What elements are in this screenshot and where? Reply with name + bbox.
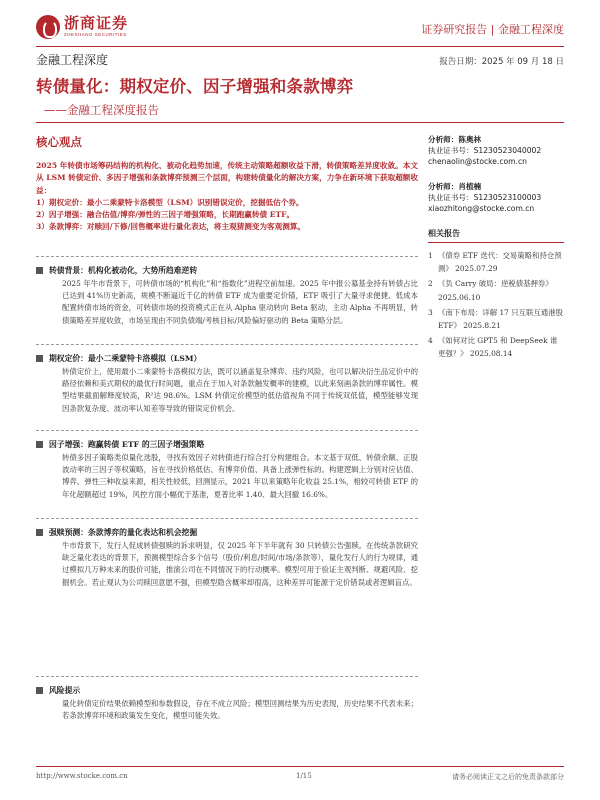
analyst-card xyxy=(428,134,564,167)
related-report-item[interactable] xyxy=(428,306,564,332)
page-number: 1/15 xyxy=(296,772,312,780)
bullet-square-icon xyxy=(36,355,43,362)
section-background xyxy=(36,264,418,327)
core-summary: 2025 年转债市场筹码结构的机构化、被动化趋势加速，传统主动策略超额收益下滑，转债策略差异度收敛。本文从 LSM 转债定价、多因子增强和条款博弈预测三个层面，构建转债量化的解决方案，力争在新环境下获取超额收益： xyxy=(36,161,418,195)
section-title: 因子增强：跑赢转债 ETF 的三因子增强策略 xyxy=(49,439,205,449)
license-label: 执业证书号： xyxy=(428,146,474,155)
analyst-label: 分析师： xyxy=(428,182,459,191)
section-divider xyxy=(36,676,418,677)
section-body: 转债多因子策略类似量化选股，寻找有效因子对转债进行综合打分构建组合。本文基于双低、转债余额、正股波动率的三因子等权策略，旨在寻找价格低估、有博弈价值、具备上涨弹性标的。构建逻辑上分别对应估值、博弈、弹性三种收益来源，相关性较低，回测显示，2021 年以来策略年化收益 25.1%，相较可转债 ETF 的年化超额超过 19%，风控方面小幅优于基准，夏普比率 1.40、最大回撤 16.6%。 xyxy=(62,453,418,499)
company-logo xyxy=(36,12,128,42)
section-divider xyxy=(36,344,418,345)
logo-icon xyxy=(36,15,60,39)
section-body: 牛市背景下，发行人促成转债强赎的诉求明显，仅 2025 年下半年就有 30 只转债公告强赎。在传统条款研究缺乏量化表达的背景下，预测模型综合多个信号（股价/利息/时间/市场/条款等），量化发行人的行为规律，通过模拟几万种未来的股价可能，推演公司在不同情况下的行动概率。模型可用于验证主观判断、规避风险、挖掘机会。若止观认为公司赎回意愿不强，但模型隐含概率却很高，这种差异可能源于定价错误或者逻辑盲点。 xyxy=(62,541,418,587)
section-title: 转债背景：机构化被动化，大势所趋难逆转 xyxy=(49,265,198,275)
related-report-text: 《如何对比 GPT5 和 DeepSeek 谁更强？》 2025.08.14 xyxy=(438,336,558,359)
related-report-number: 2 xyxy=(428,279,433,289)
license-label: 执业证书号： xyxy=(428,193,474,202)
footer-disclaimer: 请务必阅读正文之后的免责条款部分 xyxy=(452,773,564,781)
core-point: 2）因子增强：融合估值/博弈/弹性的三因子增强策略，长期跑赢转债 ETF。 xyxy=(36,210,295,220)
related-report-number: 4 xyxy=(428,336,433,346)
report-type-label: 证券研究报告 | 金融工程深度 xyxy=(421,23,564,36)
section-body: 量化转债定价结果依赖模型和参数假设，存在不成立风险；模型回测结果为历史表现，历史结果不代表未来；若条款博弈环境和政策发生变化，模型可能失效。 xyxy=(62,699,418,721)
footer-divider xyxy=(36,766,564,767)
section-title: 期权定价：最小二乘蒙特卡洛模拟（LSM） xyxy=(49,353,202,363)
section-risk xyxy=(36,684,418,722)
main-column xyxy=(36,134,418,721)
bullet-square-icon xyxy=(36,441,43,448)
section-factor xyxy=(36,438,418,501)
section-title: 强赎预测：条款博弈的量化表达和机会挖掘 xyxy=(49,527,198,537)
analyst-name: 陈奥林 xyxy=(458,135,482,144)
related-report-number: 3 xyxy=(428,307,433,317)
related-report-number: 1 xyxy=(428,251,433,260)
bullet-square-icon xyxy=(36,687,43,694)
related-reports-list xyxy=(428,249,564,361)
bullet-square-icon xyxy=(36,529,43,536)
license-number: S1230523100003 xyxy=(473,193,542,202)
sidebar xyxy=(428,134,564,363)
section-divider xyxy=(36,518,418,519)
core-point: 1）期权定价：最小二乘蒙特卡洛模型（LSM）识别错误定价，挖掘低估个券。 xyxy=(36,197,304,207)
core-point: 3）条款博弈：对赎回/下修/回售概率进行量化表达，将主观猜测变为客观测算。 xyxy=(36,222,306,232)
section-tag: 金融工程深度 xyxy=(36,53,109,67)
bullet-square-icon xyxy=(36,267,43,274)
logo-brand-cn: 浙商证券 xyxy=(64,14,129,33)
report-date: 报告日期：2025 年 09 月 18 日 xyxy=(439,57,564,67)
header-divider xyxy=(36,46,564,47)
core-heading: 核心观点 xyxy=(36,135,82,149)
page-header xyxy=(36,12,564,42)
related-report-item[interactable] xyxy=(428,334,564,360)
related-report-text: 《负 Carry 破局：逆税债基押券》 2025.06.10 xyxy=(438,279,553,302)
analyst-name: 肖植楠 xyxy=(458,182,482,191)
analyst-email[interactable]: xiaozhitong@stocke.com.cn xyxy=(428,204,535,213)
related-report-item[interactable] xyxy=(428,277,564,303)
page-subtitle: ——金融工程深度报告 xyxy=(44,103,159,117)
section-body: 转债定价上，使用最小二乘蒙特卡洛模拟方法，既可以涵盖复杂博弈、违约风险，也可以解决衍生品定价中的路径依赖和美式期权的最优行时间题，重点在于加入对条款触发概率的建模，以此来刻画条款的博弈属性。模型结果截面解释度较高，R²达 98.6%。LSM 转债定价模型的低估值视角不同于传统双低值，模型能够发现因条款复杂度、波动率认知差等导致的错误定价机会。 xyxy=(62,367,418,413)
analyst-card xyxy=(428,181,564,214)
footer-url[interactable]: http://www.stocke.com.cn xyxy=(36,772,128,780)
section-divider xyxy=(36,256,418,257)
analyst-label: 分析师： xyxy=(428,135,459,144)
page-title: 转债量化：期权定价、因子增强和条款博弈 xyxy=(36,77,354,96)
related-reports-heading: 相关报告 xyxy=(428,228,564,243)
license-number: S1230523040002 xyxy=(473,146,542,155)
section-redemption xyxy=(36,526,418,589)
section-body: 2025 年牛市背景下，可转债市场的“机构化”和“指数化”进程空前加速。2025 年中报公募基金持有转债占比已达到 41%历史新高，规模不断逼近千亿的转债 ETF 成为重要定价锚，ETF 吸引了大量寻求便捷、低成本配置转债市场的资金，可转债市场的投资模式正在从 Alpha 驱动转向 Beta 驱动，主动 Alpha 不再明显，转债策略差异度收敛，市场呈现由不同负债端/考核目标/风险偏好驱动的 Beta 策略分层。 xyxy=(62,279,418,325)
related-report-text: 《债券 ETF 迭代：交易策略和持仓预测》 2025.07.29 xyxy=(438,251,562,274)
analyst-email[interactable]: chenaolin@stocke.com.cn xyxy=(428,157,527,166)
core-points xyxy=(36,197,418,234)
title-divider xyxy=(36,122,564,123)
section-title: 风险提示 xyxy=(49,685,81,695)
related-report-item[interactable] xyxy=(428,249,564,275)
section-option-pricing xyxy=(36,352,418,415)
section-divider xyxy=(36,430,418,431)
logo-brand-en: ZHESHANG SECURITIES xyxy=(64,32,127,38)
related-report-text: 《南下布局：详解 17 只互联互通港股 ETF》 2025.8.21 xyxy=(438,307,563,331)
